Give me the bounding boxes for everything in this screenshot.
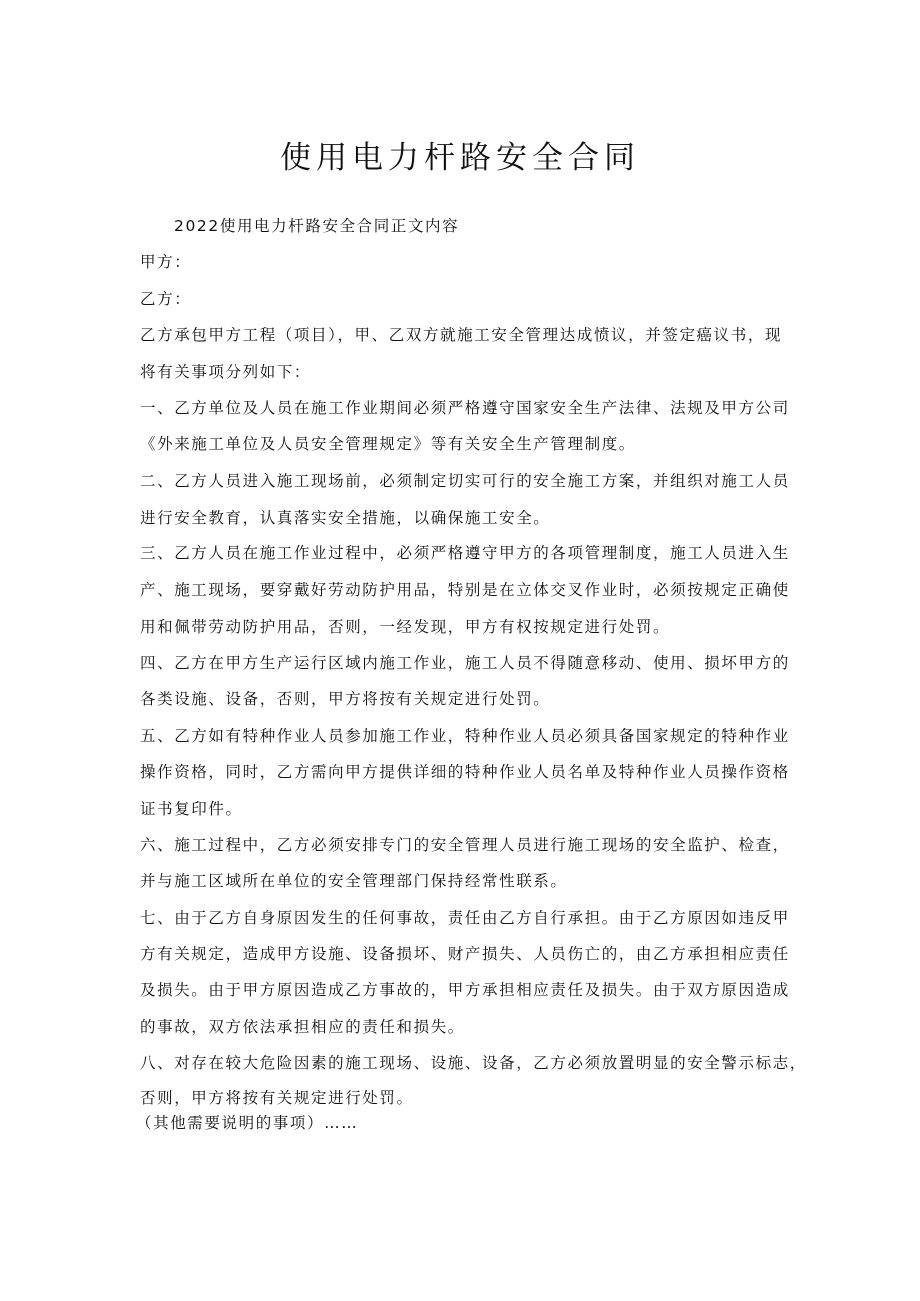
paragraph-line: 七、由于乙方自身原因发生的任何事故，责任由乙方自行承担。由于乙方原因如违反甲 (140, 909, 790, 927)
paragraph-line: 《外来施工单位及人员安全管理规定》等有关安全生产管理制度。 (140, 435, 636, 453)
paragraph-line: 三、乙方人员在施工作业过程中，必须严格遵守甲方的各项管理制度，施工人员进入生 (140, 544, 790, 562)
paragraph-line: 进行安全教育，认真落实安全措施，以确保施工安全。 (140, 509, 551, 527)
paragraph-line: 方有关规定，造成甲方设施、设备损坏、财产损失、人员伤亡的，由乙方承担相应责任 (140, 945, 790, 963)
paragraph-line: 并与施工区域所在单位的安全管理部门保持经常性联系。 (140, 872, 568, 890)
party-b-label: 乙方： (140, 290, 192, 308)
paragraph-line: 的事故，双方依法承担相应的责任和损失。 (140, 1018, 465, 1036)
paragraph-line: 将有关事项分列如下： (140, 363, 312, 381)
paragraph-line: 六、施工过程中，乙方必须安排专门的安全管理人员进行施工现场的安全监护、检查， (140, 836, 790, 854)
paragraph-line: 及损失。由于甲方原因造成乙方事故的，甲方承担相应责任及损失。由于双方原因造成 (140, 981, 790, 999)
paragraph-line: 证书复印件。 (140, 800, 243, 818)
paragraph-line: 二、乙方人员进入施工现场前，必须制定切实可行的安全施工方案，并组织对施工人员 (140, 472, 790, 490)
paragraph-line: 操作资格，同时，乙方需向甲方提供详细的特种作业人员名单及特种作业人员操作资格 (140, 763, 790, 781)
paragraph-line: 八、对存在较大危险因素的施工现场、设施、设备，乙方必须放置明显的安全警示标志， (140, 1054, 807, 1072)
paragraph-line: 各类设施、设备，否则，甲方将按有关规定进行处罚。 (140, 690, 551, 708)
paragraph-line: 否则，甲方将按有关规定进行处罚。 (140, 1089, 414, 1107)
document-subtitle: 2022使用电力杆路安全合同正文内容 (174, 217, 460, 235)
party-a-label: 甲方： (140, 253, 192, 271)
other-matters-note: （其他需要说明的事项）…… (136, 1114, 359, 1132)
paragraph-line: 一、乙方单位及人员在施工作业期间必须严格遵守国家安全生产法律、法规及甲方公司 (140, 399, 790, 417)
paragraph-line: 四、乙方在甲方生产运行区域内施工作业，施工人员不得随意移动、使用、损坏甲方的 (140, 654, 790, 672)
paragraph-line: 产、施工现场，要穿戴好劳动防护用品，特别是在立体交叉作业时，必须按规定正确使 (140, 581, 790, 599)
paragraph-line: 用和佩带劳动防护用品，否则，一经发现，甲方有权按规定进行处罚。 (140, 618, 671, 636)
paragraph-line: 乙方承包甲方工程（项目），甲、乙双方就施工安全管理达成愤议，并签定癌议书，现 (140, 326, 783, 344)
paragraph-line: 五、乙方如有特种作业人员参加施工作业，特种作业人员必须具备国家规定的特种作业 (140, 727, 790, 745)
document-title: 使用电力杆路安全合同 (280, 140, 640, 176)
